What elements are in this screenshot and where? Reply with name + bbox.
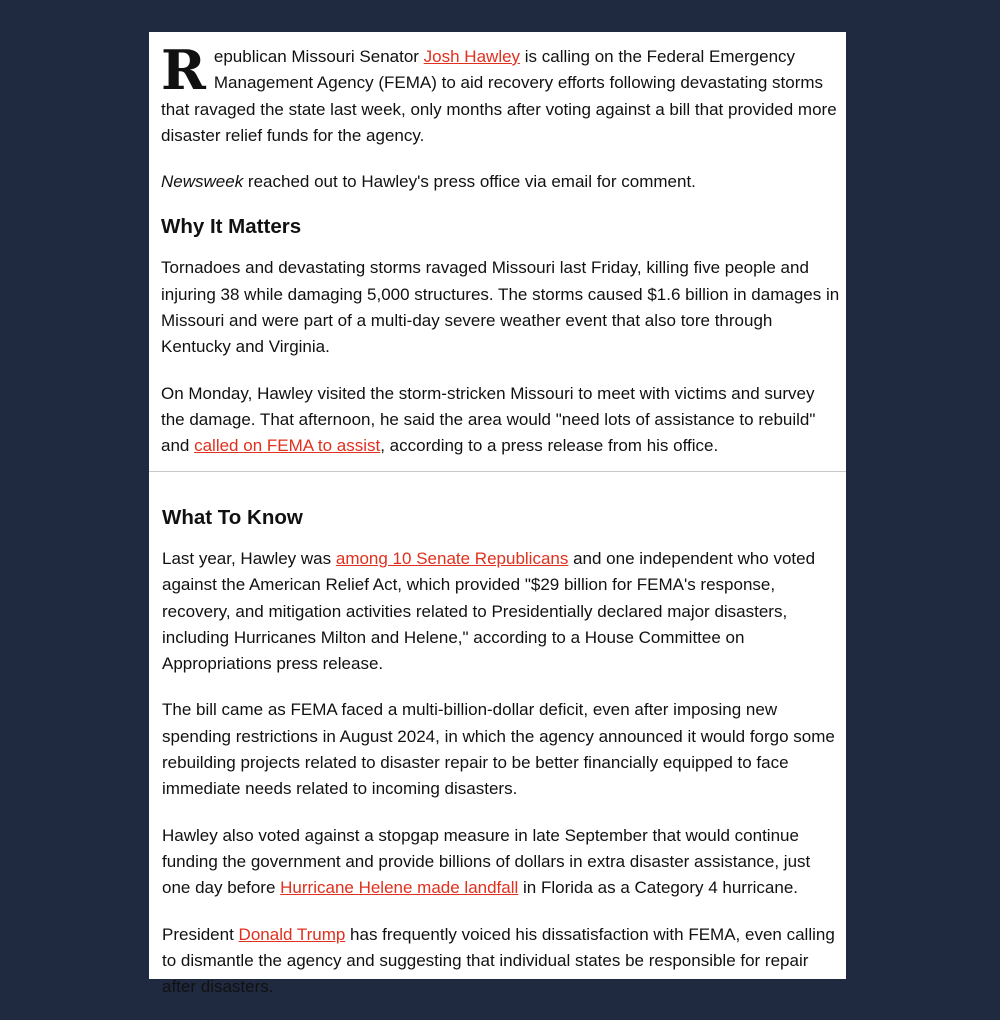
article-section-top [161, 38, 841, 480]
stopgap-paragraph: Hawley also voted against a stopgap measure in late September that would continue funding the government and provide billions of dollars in extra disaster assistance, just one day before Hurricane Helene made landfall in Florida as a Category 4 hurricane. [162, 825, 811, 898]
visit-paragraph: On Monday, Hawley visited the storm-stricken Missouri to meet with victims and survey the damage. That afternoon, he said the area would "need lots of assistance to rebuild" and called on FEMA to assist, according to a press release from his office. [161, 383, 816, 456]
lead-paragraph: Republican Missouri Senator Josh Hawley is calling on the Federal Emergency Management Agency (FEMA) to aid recovery efforts following devastating storms that ravaged the state last week, only months after voting against a bill that provided more disaster relief funds for the agency. [161, 38, 837, 145]
publication-name: Newsweek [161, 172, 244, 192]
article-section-bottom [162, 506, 842, 1020]
link-senate-republicans[interactable]: among 10 Senate Republicans [335, 549, 569, 568]
link-josh-hawley[interactable]: Josh Hawley [423, 47, 521, 66]
heading-why-it-matters: Why It Matters [161, 215, 302, 239]
vote-paragraph: Last year, Hawley was among 10 Senate Republicans and one independent who voted against the American Relief Act, which provided "$29 billion for FEMA's response, recovery, and mitigation activities related to Presidentially declared major disasters, including Hurricanes Milton and Helene," according to a House Committee on Appropriations press release. [162, 549, 816, 674]
drop-cap: R [161, 38, 206, 102]
link-called-on-fema[interactable]: called on FEMA to assist [194, 436, 381, 456]
trump-paragraph: President Donald Trump has frequently voiced his dissatisfaction with FEMA, even calling to dismantle the agency and suggesting that individual states be responsible for repair after disasters. [162, 924, 835, 997]
deficit-paragraph: The bill came as FEMA faced a multi-billion-dollar deficit, even after imposing new spending restrictions in August 2024, in which the agency announced it would forgo some rebuilding projects related to disaster repair to be better financially equipped to face immediate needs related to incoming disasters. [162, 700, 835, 799]
heading-what-to-know: What To Know [162, 506, 303, 529]
link-hurricane-helene[interactable]: Hurricane Helene made landfall [280, 878, 519, 898]
article-card [149, 32, 846, 997]
link-donald-trump[interactable]: Donald Trump [238, 924, 346, 944]
comment-paragraph: Newsweek reached out to Hawley's press office via email for comment. [161, 172, 696, 192]
storm-paragraph: Tornadoes and devastating storms ravaged Missouri last Friday, killing five people and injuring 38 while damaging 5,000 structures. The storms caused $1.6 billion in damages in Missouri and were part of a multi-day severe weather event that also tore through Kentucky and Virginia. [161, 258, 840, 357]
section-divider [149, 471, 846, 472]
